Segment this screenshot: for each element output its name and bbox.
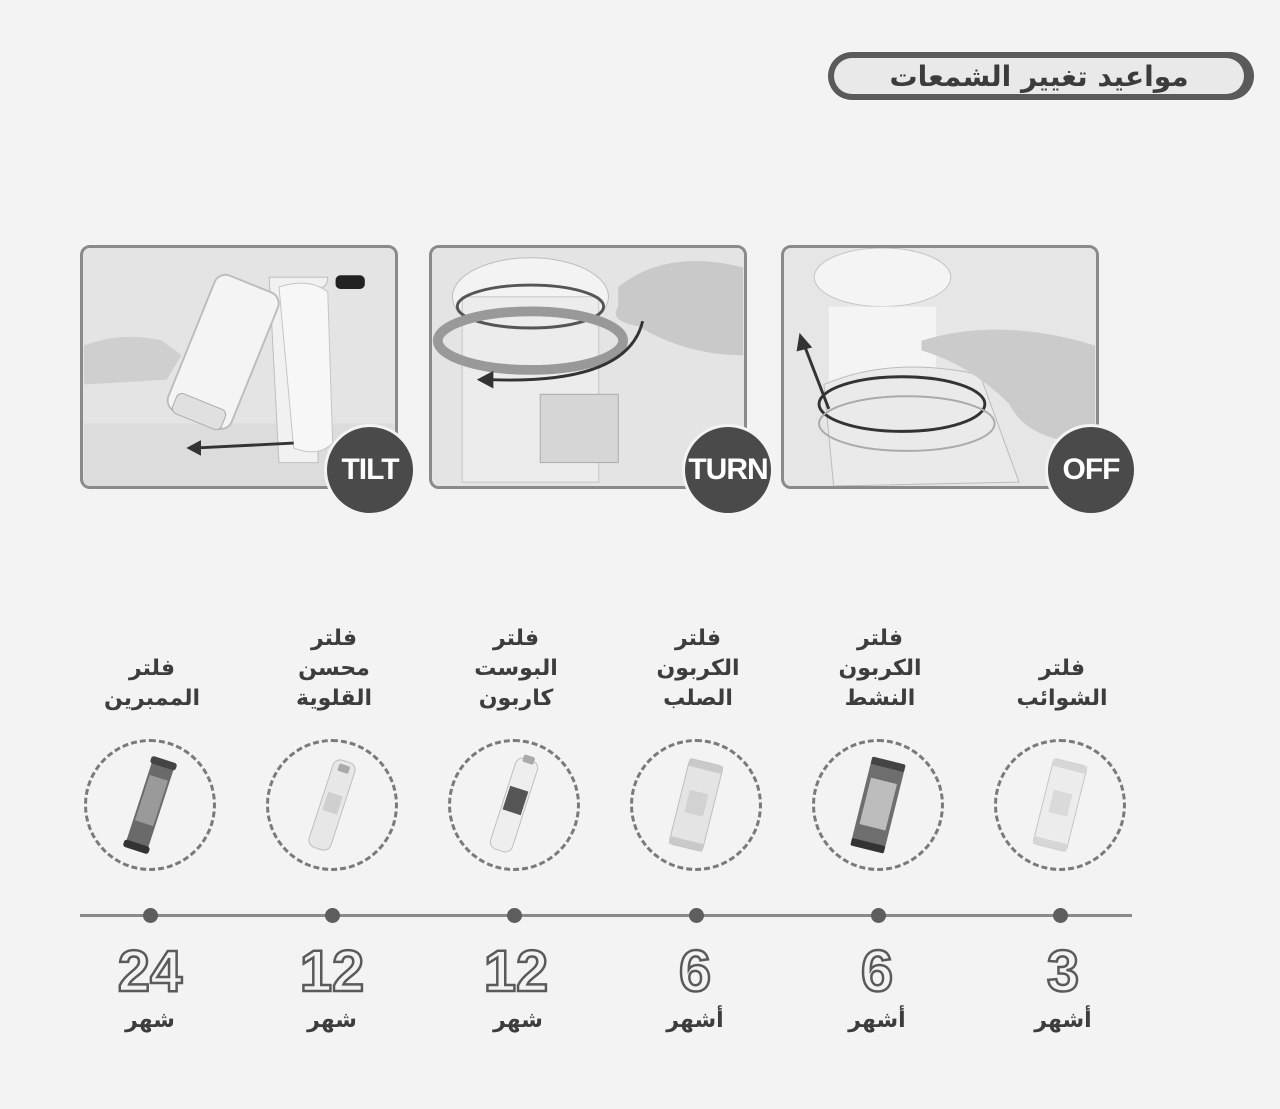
timeline-dot [1053,908,1068,923]
timeline-dot [507,908,522,923]
filter-label-solid-carbon [618,624,778,714]
interval-number: 6 [678,939,712,1004]
interval-number: 12 [483,939,549,1004]
filter-label-alkaline [254,624,414,714]
interval-unit: أشهر [666,1008,724,1033]
filter-label-line: الشوائب [1016,686,1108,711]
post-carbon-filter-icon [448,739,580,871]
tilt-badge [324,424,416,516]
interval-unit: شهر [125,1008,175,1033]
filter-label-line: كاربون [478,686,554,711]
filter-label-activated-carbon [800,624,960,714]
filter-label-line: الممبرين [103,686,201,711]
interval-unit: أشهر [848,1008,906,1033]
solid-carbon-filter-icon [630,739,762,871]
filter-label-line: فلتر [674,626,722,651]
turn-badge [682,424,774,516]
membrane-filter-icon [84,739,216,871]
filter-label-line: فلتر [492,626,540,651]
sediment-filter-icon [994,739,1126,871]
filter-label-line: فلتر [310,626,358,651]
interval-number: 6 [860,939,894,1004]
filter-label-line: محسن [298,656,370,681]
filter-label-membrane [72,654,232,714]
off-badge-label: OFF [1062,453,1120,486]
filter-label-line: الصلب [663,686,733,711]
page-title: مواعيد تغيير الشمعات [834,58,1244,94]
interval-unit: شهر [493,1008,543,1033]
timeline-dot [143,908,158,923]
filter-label-line: فلتر [1038,656,1086,681]
filter-label-sediment [982,654,1142,714]
filter-label-line: فلتر [856,626,904,651]
off-badge [1045,424,1137,516]
filter-label-line: فلتر [128,656,176,681]
filter-label-line: القلوية [295,686,372,711]
activated-carbon-filter-icon [812,739,944,871]
filter-label-line: النشط [844,686,916,711]
filter-label-post-carbon [436,624,596,714]
filter-label-line: الكربون [838,656,922,681]
filter-label-line: الكربون [656,656,740,681]
interval-unit: أشهر [1034,1008,1092,1033]
filter-label-line: البوست [474,656,558,681]
interval-number: 12 [299,939,365,1004]
timeline-dot [325,908,340,923]
tilt-badge-label: TILT [341,453,399,486]
title-pill [828,52,1254,100]
alkaline-filter-icon [266,739,398,871]
timeline-line [80,914,1132,917]
interval-number: 24 [117,939,183,1004]
interval-number: 3 [1046,939,1080,1004]
timeline-dot [871,908,886,923]
timeline-dot [689,908,704,923]
interval-unit: شهر [307,1008,357,1033]
turn-badge-label: TURN [688,453,768,486]
